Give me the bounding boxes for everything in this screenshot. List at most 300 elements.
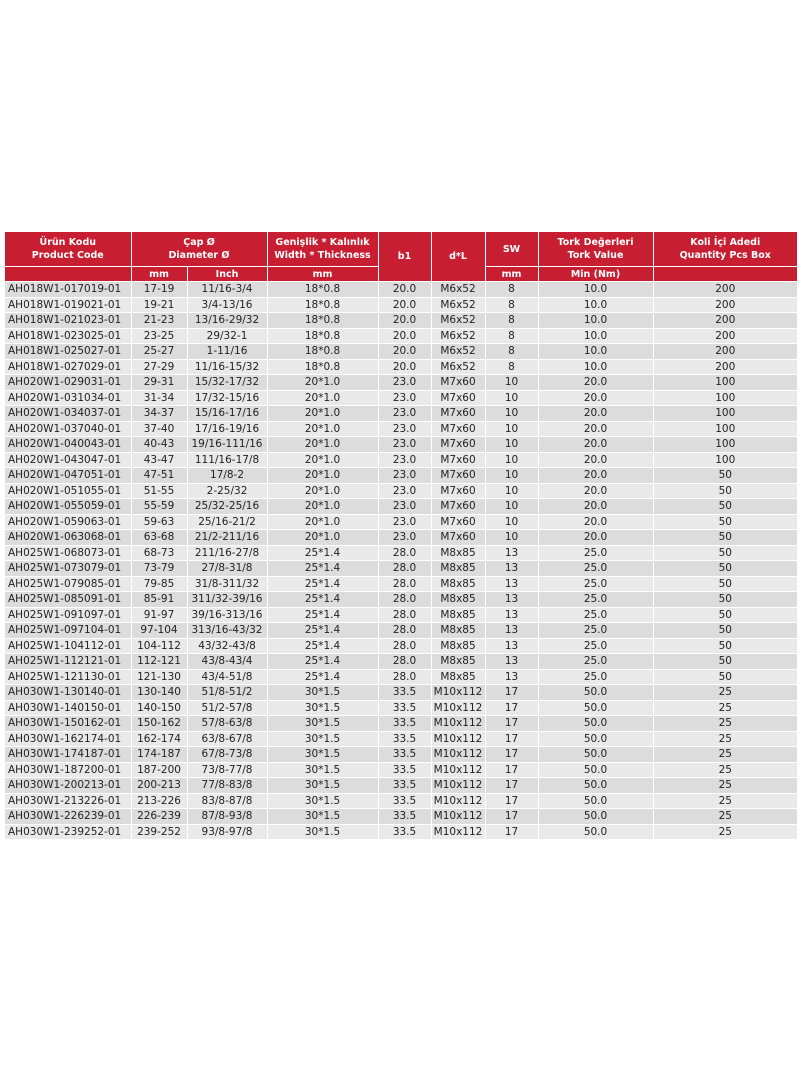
table-row [5, 716, 797, 732]
table-row [5, 654, 797, 670]
cell-diameter-inch: 13/16-29/32 [187, 313, 267, 329]
cell-b1: 23.0 [378, 406, 431, 422]
cell-diameter-inch: 11/16-3/4 [187, 282, 267, 298]
cell-dl: M7x60 [431, 406, 485, 422]
cell-width-thickness: 25*1.4 [267, 669, 378, 685]
cell-diameter-inch: 313/16-43/32 [187, 623, 267, 639]
cell-diameter-inch: 93/8-97/8 [187, 824, 267, 840]
cell-b1: 28.0 [378, 638, 431, 654]
cell-b1: 28.0 [378, 669, 431, 685]
cell-quantity: 50 [653, 530, 797, 546]
cell-dl: M7x60 [431, 452, 485, 468]
cell-torque: 20.0 [538, 468, 653, 484]
cell-product-code: AH030W1-174187-01 [5, 747, 131, 763]
cell-diameter-inch: 25/32-25/16 [187, 499, 267, 515]
cell-dl: M8x85 [431, 654, 485, 670]
cell-width-thickness: 30*1.5 [267, 731, 378, 747]
table-row [5, 406, 797, 422]
cell-diameter-mm: 130-140 [131, 685, 187, 701]
cell-width-thickness: 30*1.5 [267, 809, 378, 825]
cell-diameter-inch: 1-11/16 [187, 344, 267, 360]
header-dl: d*L [431, 232, 485, 282]
cell-diameter-mm: 85-91 [131, 592, 187, 608]
cell-product-code: AH030W1-150162-01 [5, 716, 131, 732]
table-row [5, 452, 797, 468]
cell-sw: 8 [485, 282, 538, 298]
table-row [5, 700, 797, 716]
table-row [5, 437, 797, 453]
cell-torque: 20.0 [538, 514, 653, 530]
cell-quantity: 100 [653, 390, 797, 406]
cell-sw: 8 [485, 297, 538, 313]
cell-torque: 25.0 [538, 638, 653, 654]
table-row [5, 747, 797, 763]
cell-product-code: AH025W1-091097-01 [5, 607, 131, 623]
table-row [5, 809, 797, 825]
cell-b1: 20.0 [378, 328, 431, 344]
table-row [5, 623, 797, 639]
cell-quantity: 50 [653, 576, 797, 592]
cell-quantity: 100 [653, 375, 797, 391]
cell-sw: 13 [485, 561, 538, 577]
cell-dl: M6x52 [431, 328, 485, 344]
cell-diameter-mm: 47-51 [131, 468, 187, 484]
cell-diameter-mm: 239-252 [131, 824, 187, 840]
table-row [5, 561, 797, 577]
cell-width-thickness: 30*1.5 [267, 700, 378, 716]
cell-diameter-inch: 3/4-13/16 [187, 297, 267, 313]
cell-b1: 23.0 [378, 530, 431, 546]
cell-product-code: AH018W1-027029-01 [5, 359, 131, 375]
header-diameter: Çap Ø Diameter Ø [131, 232, 267, 267]
cell-dl: M7x60 [431, 499, 485, 515]
cell-b1: 28.0 [378, 561, 431, 577]
cell-dl: M7x60 [431, 514, 485, 530]
cell-product-code: AH030W1-239252-01 [5, 824, 131, 840]
cell-product-code: AH020W1-040043-01 [5, 437, 131, 453]
table-row [5, 328, 797, 344]
product-spec-sheet [5, 232, 797, 840]
cell-product-code: AH030W1-130140-01 [5, 685, 131, 701]
cell-sw: 13 [485, 545, 538, 561]
cell-torque: 20.0 [538, 499, 653, 515]
cell-dl: M8x85 [431, 638, 485, 654]
cell-diameter-mm: 140-150 [131, 700, 187, 716]
cell-width-thickness: 18*0.8 [267, 297, 378, 313]
table-row [5, 375, 797, 391]
cell-diameter-inch: 57/8-63/8 [187, 716, 267, 732]
cell-sw: 8 [485, 359, 538, 375]
cell-diameter-mm: 37-40 [131, 421, 187, 437]
table-row [5, 421, 797, 437]
cell-quantity: 50 [653, 623, 797, 639]
cell-sw: 17 [485, 685, 538, 701]
cell-quantity: 100 [653, 437, 797, 453]
cell-sw: 10 [485, 406, 538, 422]
cell-torque: 20.0 [538, 530, 653, 546]
table-row [5, 468, 797, 484]
cell-dl: M8x85 [431, 545, 485, 561]
cell-diameter-mm: 97-104 [131, 623, 187, 639]
cell-quantity: 25 [653, 793, 797, 809]
cell-width-thickness: 20*1.0 [267, 514, 378, 530]
cell-product-code: AH025W1-121130-01 [5, 669, 131, 685]
cell-b1: 20.0 [378, 344, 431, 360]
cell-quantity: 25 [653, 824, 797, 840]
unit-blank [5, 267, 131, 282]
cell-quantity: 50 [653, 561, 797, 577]
cell-diameter-inch: 51/8-51/2 [187, 685, 267, 701]
cell-width-thickness: 30*1.5 [267, 716, 378, 732]
cell-b1: 33.5 [378, 731, 431, 747]
cell-torque: 50.0 [538, 778, 653, 794]
cell-torque: 50.0 [538, 793, 653, 809]
cell-sw: 8 [485, 313, 538, 329]
cell-width-thickness: 25*1.4 [267, 545, 378, 561]
table-row [5, 607, 797, 623]
cell-torque: 10.0 [538, 359, 653, 375]
cell-b1: 33.5 [378, 809, 431, 825]
cell-width-thickness: 25*1.4 [267, 638, 378, 654]
cell-width-thickness: 20*1.0 [267, 406, 378, 422]
cell-sw: 17 [485, 700, 538, 716]
cell-dl: M10x112 [431, 824, 485, 840]
cell-diameter-inch: 15/16-17/16 [187, 406, 267, 422]
cell-diameter-inch: 15/32-17/32 [187, 375, 267, 391]
cell-torque: 25.0 [538, 592, 653, 608]
table-row [5, 669, 797, 685]
cell-product-code: AH025W1-073079-01 [5, 561, 131, 577]
cell-width-thickness: 20*1.0 [267, 483, 378, 499]
cell-torque: 25.0 [538, 607, 653, 623]
table-header [5, 232, 797, 282]
cell-diameter-mm: 174-187 [131, 747, 187, 763]
cell-dl: M10x112 [431, 762, 485, 778]
cell-dl: M10x112 [431, 716, 485, 732]
cell-dl: M6x52 [431, 282, 485, 298]
cell-product-code: AH025W1-085091-01 [5, 592, 131, 608]
cell-quantity: 50 [653, 607, 797, 623]
cell-sw: 10 [485, 375, 538, 391]
cell-diameter-mm: 51-55 [131, 483, 187, 499]
table-row [5, 778, 797, 794]
cell-sw: 10 [485, 514, 538, 530]
cell-diameter-inch: 73/8-77/8 [187, 762, 267, 778]
cell-quantity: 25 [653, 747, 797, 763]
cell-dl: M7x60 [431, 390, 485, 406]
cell-quantity: 100 [653, 406, 797, 422]
cell-diameter-inch: 21/2-211/16 [187, 530, 267, 546]
cell-product-code: AH020W1-055059-01 [5, 499, 131, 515]
cell-torque: 20.0 [538, 437, 653, 453]
cell-width-thickness: 20*1.0 [267, 390, 378, 406]
cell-b1: 23.0 [378, 514, 431, 530]
table-row [5, 762, 797, 778]
cell-b1: 33.5 [378, 716, 431, 732]
cell-quantity: 50 [653, 514, 797, 530]
cell-dl: M8x85 [431, 607, 485, 623]
cell-dl: M8x85 [431, 669, 485, 685]
cell-diameter-inch: 43/32-43/8 [187, 638, 267, 654]
cell-diameter-mm: 17-19 [131, 282, 187, 298]
table-row [5, 514, 797, 530]
cell-quantity: 25 [653, 731, 797, 747]
cell-quantity: 100 [653, 421, 797, 437]
cell-diameter-inch: 19/16-111/16 [187, 437, 267, 453]
cell-dl: M8x85 [431, 561, 485, 577]
cell-diameter-inch: 77/8-83/8 [187, 778, 267, 794]
cell-dl: M7x60 [431, 375, 485, 391]
table-row [5, 638, 797, 654]
cell-diameter-mm: 187-200 [131, 762, 187, 778]
cell-diameter-mm: 40-43 [131, 437, 187, 453]
cell-b1: 23.0 [378, 437, 431, 453]
cell-sw: 17 [485, 762, 538, 778]
header-b1: b1 [378, 232, 431, 282]
cell-diameter-mm: 150-162 [131, 716, 187, 732]
cell-width-thickness: 30*1.5 [267, 762, 378, 778]
cell-b1: 28.0 [378, 623, 431, 639]
unit-torque: Min (Nm) [538, 267, 653, 282]
cell-width-thickness: 20*1.0 [267, 468, 378, 484]
cell-diameter-inch: 87/8-93/8 [187, 809, 267, 825]
cell-diameter-mm: 121-130 [131, 669, 187, 685]
cell-dl: M6x52 [431, 344, 485, 360]
table-row [5, 359, 797, 375]
cell-b1: 28.0 [378, 607, 431, 623]
cell-torque: 50.0 [538, 747, 653, 763]
cell-torque: 25.0 [538, 654, 653, 670]
cell-sw: 13 [485, 576, 538, 592]
cell-diameter-mm: 213-226 [131, 793, 187, 809]
cell-diameter-mm: 55-59 [131, 499, 187, 515]
cell-b1: 33.5 [378, 793, 431, 809]
cell-quantity: 200 [653, 297, 797, 313]
cell-b1: 33.5 [378, 700, 431, 716]
cell-b1: 28.0 [378, 654, 431, 670]
cell-width-thickness: 20*1.0 [267, 421, 378, 437]
cell-product-code: AH020W1-047051-01 [5, 468, 131, 484]
cell-product-code: AH018W1-019021-01 [5, 297, 131, 313]
header-quantity: Koli İçi Adedi Quantity Pcs Box [653, 232, 797, 267]
table-row [5, 592, 797, 608]
cell-dl: M10x112 [431, 747, 485, 763]
cell-diameter-inch: 51/2-57/8 [187, 700, 267, 716]
cell-quantity: 200 [653, 282, 797, 298]
cell-b1: 23.0 [378, 421, 431, 437]
unit-sw: mm [485, 267, 538, 282]
cell-width-thickness: 25*1.4 [267, 561, 378, 577]
cell-torque: 50.0 [538, 809, 653, 825]
cell-dl: M8x85 [431, 592, 485, 608]
cell-diameter-inch: 17/32-15/16 [187, 390, 267, 406]
cell-diameter-mm: 34-37 [131, 406, 187, 422]
cell-dl: M10x112 [431, 700, 485, 716]
cell-dl: M10x112 [431, 809, 485, 825]
cell-b1: 33.5 [378, 685, 431, 701]
cell-quantity: 200 [653, 313, 797, 329]
cell-diameter-mm: 21-23 [131, 313, 187, 329]
cell-diameter-mm: 226-239 [131, 809, 187, 825]
cell-diameter-mm: 104-112 [131, 638, 187, 654]
cell-width-thickness: 20*1.0 [267, 375, 378, 391]
cell-b1: 23.0 [378, 390, 431, 406]
cell-product-code: AH030W1-226239-01 [5, 809, 131, 825]
cell-b1: 28.0 [378, 592, 431, 608]
cell-diameter-inch: 43/4-51/8 [187, 669, 267, 685]
cell-quantity: 50 [653, 545, 797, 561]
cell-product-code: AH020W1-034037-01 [5, 406, 131, 422]
cell-diameter-mm: 43-47 [131, 452, 187, 468]
cell-b1: 20.0 [378, 297, 431, 313]
cell-diameter-inch: 211/16-27/8 [187, 545, 267, 561]
cell-b1: 33.5 [378, 824, 431, 840]
cell-torque: 20.0 [538, 390, 653, 406]
cell-sw: 10 [485, 483, 538, 499]
cell-torque: 10.0 [538, 297, 653, 313]
cell-dl: M7x60 [431, 530, 485, 546]
cell-quantity: 25 [653, 716, 797, 732]
cell-quantity: 50 [653, 468, 797, 484]
cell-b1: 20.0 [378, 313, 431, 329]
cell-torque: 50.0 [538, 700, 653, 716]
cell-sw: 17 [485, 824, 538, 840]
cell-b1: 33.5 [378, 747, 431, 763]
cell-b1: 28.0 [378, 576, 431, 592]
cell-b1: 23.0 [378, 452, 431, 468]
cell-torque: 10.0 [538, 313, 653, 329]
cell-diameter-inch: 83/8-87/8 [187, 793, 267, 809]
cell-product-code: AH025W1-104112-01 [5, 638, 131, 654]
cell-sw: 10 [485, 421, 538, 437]
cell-diameter-mm: 200-213 [131, 778, 187, 794]
cell-dl: M10x112 [431, 685, 485, 701]
cell-diameter-inch: 39/16-313/16 [187, 607, 267, 623]
cell-quantity: 50 [653, 654, 797, 670]
cell-sw: 10 [485, 390, 538, 406]
cell-sw: 10 [485, 468, 538, 484]
cell-width-thickness: 30*1.5 [267, 824, 378, 840]
cell-width-thickness: 18*0.8 [267, 344, 378, 360]
cell-quantity: 200 [653, 344, 797, 360]
table-row [5, 499, 797, 515]
cell-quantity: 50 [653, 669, 797, 685]
cell-b1: 23.0 [378, 468, 431, 484]
unit-diameter-mm: mm [131, 267, 187, 282]
cell-torque: 10.0 [538, 328, 653, 344]
cell-quantity: 100 [653, 452, 797, 468]
cell-sw: 13 [485, 607, 538, 623]
cell-width-thickness: 25*1.4 [267, 607, 378, 623]
cell-torque: 25.0 [538, 561, 653, 577]
cell-sw: 17 [485, 716, 538, 732]
cell-torque: 50.0 [538, 716, 653, 732]
cell-dl: M10x112 [431, 731, 485, 747]
cell-diameter-mm: 91-97 [131, 607, 187, 623]
cell-quantity: 25 [653, 778, 797, 794]
cell-product-code: AH018W1-025027-01 [5, 344, 131, 360]
table-row [5, 824, 797, 840]
cell-sw: 17 [485, 731, 538, 747]
cell-product-code: AH018W1-017019-01 [5, 282, 131, 298]
cell-product-code: AH020W1-063068-01 [5, 530, 131, 546]
cell-b1: 23.0 [378, 375, 431, 391]
cell-diameter-inch: 27/8-31/8 [187, 561, 267, 577]
table-row [5, 282, 797, 298]
table-row [5, 545, 797, 561]
table-row [5, 793, 797, 809]
cell-width-thickness: 30*1.5 [267, 685, 378, 701]
cell-dl: M6x52 [431, 313, 485, 329]
cell-width-thickness: 30*1.5 [267, 747, 378, 763]
unit-diameter-inch: Inch [187, 267, 267, 282]
cell-width-thickness: 18*0.8 [267, 328, 378, 344]
cell-torque: 10.0 [538, 282, 653, 298]
cell-sw: 8 [485, 328, 538, 344]
cell-sw: 10 [485, 452, 538, 468]
cell-width-thickness: 25*1.4 [267, 592, 378, 608]
cell-diameter-mm: 162-174 [131, 731, 187, 747]
cell-torque: 10.0 [538, 344, 653, 360]
cell-diameter-mm: 73-79 [131, 561, 187, 577]
header-torque: Tork Değerleri Tork Value [538, 232, 653, 267]
cell-diameter-inch: 63/8-67/8 [187, 731, 267, 747]
cell-quantity: 200 [653, 359, 797, 375]
cell-b1: 33.5 [378, 778, 431, 794]
cell-diameter-inch: 31/8-311/32 [187, 576, 267, 592]
cell-dl: M7x60 [431, 468, 485, 484]
cell-dl: M6x52 [431, 359, 485, 375]
cell-sw: 13 [485, 669, 538, 685]
cell-width-thickness: 30*1.5 [267, 778, 378, 794]
cell-torque: 50.0 [538, 685, 653, 701]
cell-torque: 25.0 [538, 576, 653, 592]
cell-sw: 17 [485, 747, 538, 763]
cell-dl: M8x85 [431, 623, 485, 639]
cell-b1: 20.0 [378, 359, 431, 375]
table-row [5, 344, 797, 360]
cell-diameter-inch: 11/16-15/32 [187, 359, 267, 375]
cell-product-code: AH020W1-037040-01 [5, 421, 131, 437]
cell-dl: M10x112 [431, 793, 485, 809]
cell-diameter-mm: 63-68 [131, 530, 187, 546]
table-row [5, 576, 797, 592]
cell-product-code: AH018W1-023025-01 [5, 328, 131, 344]
cell-product-code: AH020W1-051055-01 [5, 483, 131, 499]
cell-quantity: 200 [653, 328, 797, 344]
cell-torque: 20.0 [538, 375, 653, 391]
cell-diameter-mm: 29-31 [131, 375, 187, 391]
header-width-thickness: Genişlik * Kalınlık Width * Thickness [267, 232, 378, 267]
cell-sw: 10 [485, 530, 538, 546]
cell-diameter-mm: 59-63 [131, 514, 187, 530]
cell-b1: 20.0 [378, 282, 431, 298]
cell-diameter-mm: 31-34 [131, 390, 187, 406]
cell-b1: 33.5 [378, 762, 431, 778]
cell-diameter-inch: 25/16-21/2 [187, 514, 267, 530]
cell-b1: 23.0 [378, 483, 431, 499]
product-table [5, 232, 797, 840]
cell-quantity: 25 [653, 685, 797, 701]
unit-width-thickness: mm [267, 267, 378, 282]
cell-product-code: AH025W1-097104-01 [5, 623, 131, 639]
cell-diameter-inch: 43/8-43/4 [187, 654, 267, 670]
cell-diameter-mm: 112-121 [131, 654, 187, 670]
cell-quantity: 25 [653, 700, 797, 716]
cell-width-thickness: 20*1.0 [267, 437, 378, 453]
table-row [5, 483, 797, 499]
cell-quantity: 50 [653, 638, 797, 654]
